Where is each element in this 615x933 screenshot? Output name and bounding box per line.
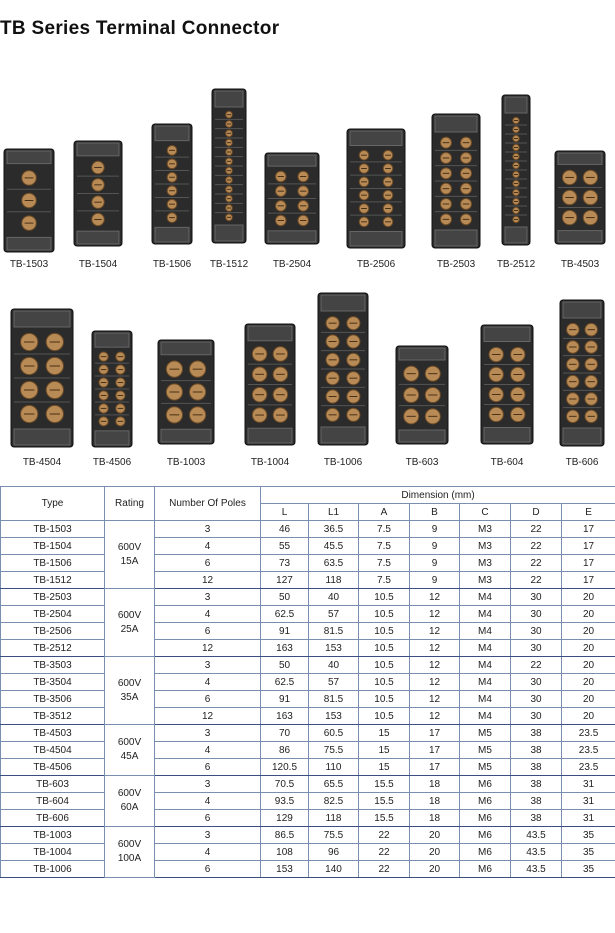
cell-l1: 153 (309, 708, 359, 725)
cell-poles: 3 (155, 657, 261, 674)
product-label: TB-4504 (22, 457, 62, 468)
cell-poles: 4 (155, 538, 261, 555)
cell-poles: 3 (155, 776, 261, 793)
cell-type: TB-1506 (1, 555, 105, 572)
cell-a: 22 (359, 861, 410, 878)
header-dimension: Dimension (mm) (261, 487, 615, 504)
terminal-block-image (431, 113, 481, 249)
cell-l: 91 (261, 623, 309, 640)
cell-e: 31 (562, 810, 615, 827)
cell-b: 12 (410, 623, 460, 640)
cell-b: 12 (410, 674, 460, 691)
cell-e: 20 (562, 657, 615, 674)
product-label: TB-604 (490, 457, 524, 468)
product-tb-2504 (264, 152, 320, 245)
cell-a: 22 (359, 827, 410, 844)
cell-l: 120.5 (261, 759, 309, 776)
product-tb-603 (395, 345, 449, 445)
cell-type: TB-1504 (1, 538, 105, 555)
cell-c: M4 (460, 657, 511, 674)
cell-e: 20 (562, 640, 615, 657)
table-row (1, 742, 615, 759)
cell-l: 62.5 (261, 674, 309, 691)
cell-poles: 6 (155, 810, 261, 827)
cell-a: 10.5 (359, 674, 410, 691)
cell-b: 9 (410, 572, 460, 589)
cell-type: TB-1006 (1, 861, 105, 878)
cell-l: 163 (261, 708, 309, 725)
cell-a: 10.5 (359, 589, 410, 606)
cell-poles: 3 (155, 827, 261, 844)
cell-l: 50 (261, 589, 309, 606)
product-label: TB-4503 (560, 259, 600, 270)
table-row (1, 844, 615, 861)
cell-l1: 81.5 (309, 691, 359, 708)
cell-l1: 65.5 (309, 776, 359, 793)
header-poles: Number Of Poles (155, 487, 261, 521)
header-dim-b: B (410, 504, 460, 521)
cell-l1: 75.5 (309, 742, 359, 759)
terminal-block-image (317, 292, 369, 446)
product-label: TB-1003 (166, 457, 206, 468)
cell-b: 20 (410, 861, 460, 878)
cell-type: TB-3506 (1, 691, 105, 708)
cell-poles: 12 (155, 640, 261, 657)
product-tb-1504 (73, 140, 123, 247)
header-dim-l: L (261, 504, 309, 521)
cell-c: M5 (460, 742, 511, 759)
cell-b: 20 (410, 844, 460, 861)
terminal-block-image (395, 345, 449, 445)
cell-l1: 118 (309, 810, 359, 827)
cell-rating: 600V 45A (105, 725, 155, 776)
cell-type: TB-2504 (1, 606, 105, 623)
product-label: TB-4506 (92, 457, 132, 468)
table-row (1, 674, 615, 691)
product-label: TB-1006 (323, 457, 363, 468)
cell-c: M5 (460, 759, 511, 776)
cell-c: M6 (460, 861, 511, 878)
table-row (1, 810, 615, 827)
table-row (1, 572, 615, 589)
cell-c: M4 (460, 708, 511, 725)
cell-type: TB-2512 (1, 640, 105, 657)
cell-l: 70.5 (261, 776, 309, 793)
cell-b: 17 (410, 742, 460, 759)
table-row (1, 793, 615, 810)
cell-c: M4 (460, 674, 511, 691)
product-label: TB-1512 (209, 259, 249, 270)
cell-e: 20 (562, 623, 615, 640)
product-label: TB-2512 (496, 259, 536, 270)
product-tb-2503 (431, 113, 481, 249)
product-label: TB-1004 (250, 457, 290, 468)
cell-poles: 4 (155, 844, 261, 861)
cell-d: 30 (511, 674, 562, 691)
cell-d: 22 (511, 521, 562, 538)
cell-b: 12 (410, 589, 460, 606)
cell-rating: 600V 15A (105, 521, 155, 589)
cell-e: 35 (562, 861, 615, 878)
product-label: TB-2504 (272, 259, 312, 270)
cell-d: 22 (511, 538, 562, 555)
cell-e: 20 (562, 691, 615, 708)
cell-e: 20 (562, 589, 615, 606)
cell-l1: 153 (309, 640, 359, 657)
cell-b: 18 (410, 793, 460, 810)
cell-b: 18 (410, 810, 460, 827)
cell-c: M3 (460, 572, 511, 589)
cell-type: TB-3504 (1, 674, 105, 691)
cell-c: M4 (460, 606, 511, 623)
cell-a: 10.5 (359, 606, 410, 623)
product-tb-1004 (244, 323, 296, 446)
cell-e: 17 (562, 521, 615, 538)
cell-poles: 12 (155, 572, 261, 589)
table-row (1, 861, 615, 878)
cell-l1: 82.5 (309, 793, 359, 810)
terminal-block-image (3, 148, 55, 253)
header-dim-e: E (562, 504, 615, 521)
cell-a: 10.5 (359, 691, 410, 708)
cell-a: 10.5 (359, 708, 410, 725)
spec-table (0, 486, 615, 878)
cell-poles: 6 (155, 759, 261, 776)
cell-b: 20 (410, 827, 460, 844)
cell-d: 38 (511, 810, 562, 827)
table-row (1, 776, 615, 793)
cell-l1: 40 (309, 589, 359, 606)
cell-poles: 3 (155, 521, 261, 538)
cell-type: TB-4503 (1, 725, 105, 742)
cell-type: TB-4506 (1, 759, 105, 776)
terminal-block-image (264, 152, 320, 245)
table-row (1, 827, 615, 844)
cell-poles: 4 (155, 793, 261, 810)
cell-l: 108 (261, 844, 309, 861)
cell-b: 12 (410, 606, 460, 623)
table-row (1, 521, 615, 538)
cell-e: 23.5 (562, 742, 615, 759)
cell-a: 15 (359, 742, 410, 759)
cell-b: 12 (410, 657, 460, 674)
cell-c: M6 (460, 776, 511, 793)
table-row (1, 623, 615, 640)
product-tb-4504 (10, 308, 74, 448)
cell-d: 22 (511, 555, 562, 572)
cell-c: M4 (460, 589, 511, 606)
cell-a: 10.5 (359, 657, 410, 674)
terminal-block-image (73, 140, 123, 247)
page-title: TB Series Terminal Connector (0, 18, 280, 39)
cell-c: M4 (460, 640, 511, 657)
cell-b: 9 (410, 555, 460, 572)
cell-b: 17 (410, 759, 460, 776)
terminal-block-image (559, 299, 605, 447)
cell-type: TB-3512 (1, 708, 105, 725)
cell-a: 15 (359, 759, 410, 776)
table-row (1, 606, 615, 623)
cell-a: 7.5 (359, 538, 410, 555)
cell-c: M4 (460, 691, 511, 708)
cell-l: 46 (261, 521, 309, 538)
cell-l1: 57 (309, 674, 359, 691)
cell-d: 30 (511, 589, 562, 606)
header-dim-a: A (359, 504, 410, 521)
product-label: TB-606 (565, 457, 599, 468)
cell-c: M4 (460, 623, 511, 640)
cell-a: 10.5 (359, 623, 410, 640)
cell-l1: 75.5 (309, 827, 359, 844)
cell-e: 20 (562, 708, 615, 725)
cell-l: 62.5 (261, 606, 309, 623)
cell-d: 38 (511, 793, 562, 810)
product-tb-4506 (91, 330, 133, 448)
product-label: TB-2506 (356, 259, 396, 270)
header-dim-c: C (460, 504, 511, 521)
cell-poles: 6 (155, 691, 261, 708)
cell-l1: 140 (309, 861, 359, 878)
cell-type: TB-1003 (1, 827, 105, 844)
cell-type: TB-2506 (1, 623, 105, 640)
product-label: TB-1503 (9, 259, 49, 270)
cell-l1: 60.5 (309, 725, 359, 742)
cell-a: 15.5 (359, 810, 410, 827)
cell-type: TB-1004 (1, 844, 105, 861)
cell-e: 23.5 (562, 759, 615, 776)
cell-type: TB-606 (1, 810, 105, 827)
product-tb-2512 (501, 94, 531, 246)
header-dim-d: D (511, 504, 562, 521)
cell-l: 93.5 (261, 793, 309, 810)
cell-type: TB-2503 (1, 589, 105, 606)
cell-poles: 6 (155, 623, 261, 640)
cell-d: 30 (511, 623, 562, 640)
cell-e: 17 (562, 555, 615, 572)
terminal-block-image (501, 94, 531, 246)
cell-l: 86.5 (261, 827, 309, 844)
cell-l: 163 (261, 640, 309, 657)
cell-d: 43.5 (511, 844, 562, 861)
cell-c: M3 (460, 521, 511, 538)
cell-a: 7.5 (359, 555, 410, 572)
cell-b: 17 (410, 725, 460, 742)
cell-c: M3 (460, 538, 511, 555)
cell-e: 20 (562, 606, 615, 623)
cell-d: 38 (511, 759, 562, 776)
cell-b: 12 (410, 691, 460, 708)
cell-rating: 600V 25A (105, 589, 155, 657)
table-row (1, 759, 615, 776)
cell-rating: 600V 35A (105, 657, 155, 725)
cell-l: 153 (261, 861, 309, 878)
cell-b: 9 (410, 538, 460, 555)
cell-b: 9 (410, 521, 460, 538)
cell-a: 15 (359, 725, 410, 742)
cell-poles: 4 (155, 674, 261, 691)
cell-c: M6 (460, 844, 511, 861)
cell-d: 30 (511, 606, 562, 623)
cell-c: M6 (460, 793, 511, 810)
cell-l: 129 (261, 810, 309, 827)
cell-c: M6 (460, 827, 511, 844)
table-row (1, 691, 615, 708)
cell-type: TB-1503 (1, 521, 105, 538)
cell-l1: 36.5 (309, 521, 359, 538)
cell-l: 70 (261, 725, 309, 742)
table-row (1, 538, 615, 555)
cell-e: 35 (562, 844, 615, 861)
cell-poles: 6 (155, 861, 261, 878)
cell-a: 22 (359, 844, 410, 861)
product-tb-1006 (317, 292, 369, 446)
terminal-block-image (480, 324, 534, 445)
cell-b: 12 (410, 640, 460, 657)
cell-c: M6 (460, 810, 511, 827)
terminal-block-image (151, 123, 193, 245)
table-row (1, 725, 615, 742)
cell-poles: 3 (155, 589, 261, 606)
table-row (1, 589, 615, 606)
product-tb-604 (480, 324, 534, 445)
terminal-block-image (157, 339, 215, 445)
cell-poles: 3 (155, 725, 261, 742)
cell-l: 73 (261, 555, 309, 572)
product-tb-2506 (346, 128, 406, 249)
product-tb-1503 (3, 148, 55, 253)
product-label: TB-1504 (78, 259, 118, 270)
product-label: TB-603 (405, 457, 439, 468)
table-row (1, 640, 615, 657)
cell-b: 18 (410, 776, 460, 793)
cell-e: 31 (562, 776, 615, 793)
cell-c: M5 (460, 725, 511, 742)
product-label: TB-2503 (436, 259, 476, 270)
cell-l1: 118 (309, 572, 359, 589)
cell-type: TB-604 (1, 793, 105, 810)
terminal-block-image (346, 128, 406, 249)
header-type: Type (1, 487, 105, 521)
cell-l1: 45.5 (309, 538, 359, 555)
cell-c: M3 (460, 555, 511, 572)
cell-b: 12 (410, 708, 460, 725)
cell-d: 43.5 (511, 827, 562, 844)
cell-l: 86 (261, 742, 309, 759)
terminal-block-image (211, 88, 247, 244)
cell-d: 43.5 (511, 861, 562, 878)
terminal-block-image (554, 150, 606, 245)
cell-l1: 57 (309, 606, 359, 623)
terminal-block-image (91, 330, 133, 448)
cell-d: 30 (511, 708, 562, 725)
cell-poles: 4 (155, 742, 261, 759)
cell-l1: 81.5 (309, 623, 359, 640)
cell-l1: 110 (309, 759, 359, 776)
cell-a: 7.5 (359, 572, 410, 589)
table-row (1, 657, 615, 674)
terminal-block-image (244, 323, 296, 446)
cell-a: 15.5 (359, 776, 410, 793)
header-rating: Rating (105, 487, 155, 521)
terminal-block-image (10, 308, 74, 448)
cell-a: 15.5 (359, 793, 410, 810)
cell-a: 7.5 (359, 521, 410, 538)
cell-poles: 6 (155, 555, 261, 572)
cell-poles: 4 (155, 606, 261, 623)
table-row (1, 555, 615, 572)
cell-l1: 96 (309, 844, 359, 861)
product-tb-4503 (554, 150, 606, 245)
cell-d: 30 (511, 640, 562, 657)
cell-rating: 600V 100A (105, 827, 155, 878)
cell-e: 31 (562, 793, 615, 810)
cell-e: 17 (562, 572, 615, 589)
cell-d: 38 (511, 742, 562, 759)
product-tb-1512 (211, 88, 247, 244)
cell-l1: 40 (309, 657, 359, 674)
cell-l: 127 (261, 572, 309, 589)
header-dim-l1: L1 (309, 504, 359, 521)
cell-type: TB-3503 (1, 657, 105, 674)
cell-e: 20 (562, 674, 615, 691)
cell-type: TB-603 (1, 776, 105, 793)
cell-e: 17 (562, 538, 615, 555)
cell-type: TB-4504 (1, 742, 105, 759)
cell-e: 23.5 (562, 725, 615, 742)
cell-d: 30 (511, 691, 562, 708)
cell-e: 35 (562, 827, 615, 844)
product-label: TB-1506 (152, 259, 192, 270)
cell-a: 10.5 (359, 640, 410, 657)
cell-d: 38 (511, 776, 562, 793)
cell-d: 22 (511, 657, 562, 674)
cell-poles: 12 (155, 708, 261, 725)
cell-l1: 63.5 (309, 555, 359, 572)
cell-d: 22 (511, 572, 562, 589)
cell-type: TB-1512 (1, 572, 105, 589)
cell-d: 38 (511, 725, 562, 742)
product-tb-1003 (157, 339, 215, 445)
cell-l: 91 (261, 691, 309, 708)
product-tb-606 (559, 299, 605, 447)
cell-l: 50 (261, 657, 309, 674)
cell-l: 55 (261, 538, 309, 555)
table-row (1, 708, 615, 725)
product-tb-1506 (151, 123, 193, 245)
cell-rating: 600V 60A (105, 776, 155, 827)
